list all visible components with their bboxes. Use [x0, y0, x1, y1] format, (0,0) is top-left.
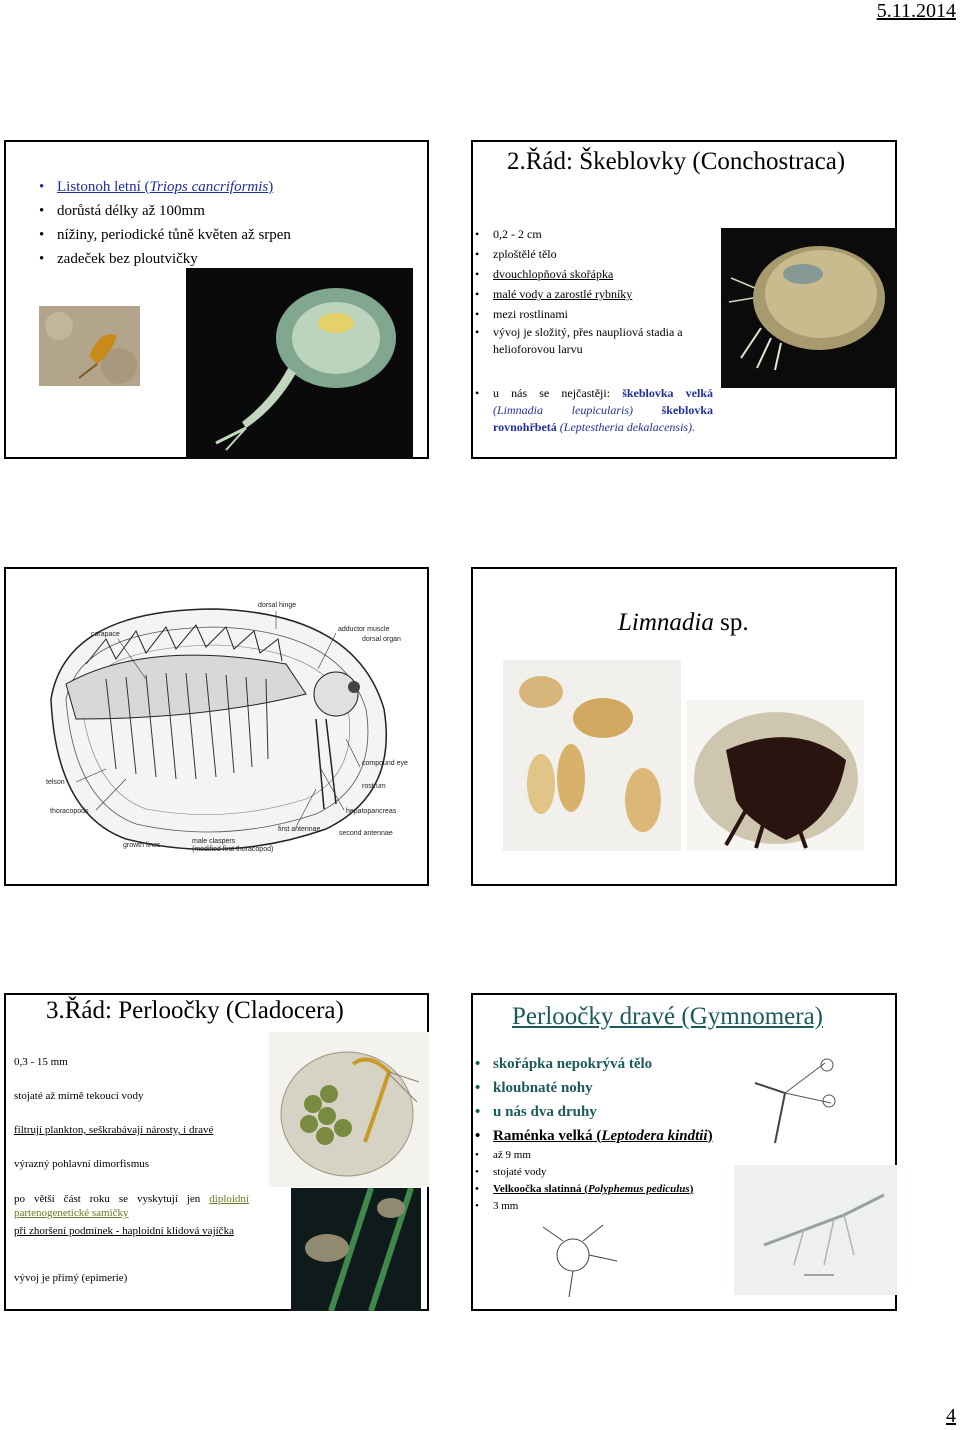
cladocera-feeding: filtrují plankton, seškrabávají nárosty, i dravé — [14, 1124, 214, 1136]
label-dorsal-organ: dorsal organ — [362, 636, 401, 643]
slide-gymnomera — [471, 993, 897, 1311]
label-growth-lines: growth lines — [123, 842, 161, 849]
slide-title: Limnadia sp. — [618, 609, 749, 636]
label-telson: telson — [46, 779, 65, 786]
cladocera-development: vývoj je přímý (epimerie) — [14, 1272, 128, 1284]
conchostraca-bullets — [475, 224, 715, 358]
leptodora-drawing — [745, 1053, 837, 1153]
cladocera-dimorphism: výrazný pohlavní dimorfismus — [14, 1158, 150, 1170]
gymnomera-details — [475, 1147, 755, 1215]
gymnomera-bullets — [475, 1052, 755, 1148]
label-adductor-muscle: adductor muscle — [338, 626, 390, 633]
list-item: • u nás se nejčastěji: škeblovka velká (Limnadia leupicularis) škeblovka rovnohřbetá (Leptestheria dekalacensis). — [475, 385, 713, 436]
list-item: • nížiny, periodické tůně květen až srpen — [39, 223, 419, 247]
label-male-claspers: male claspers — [192, 838, 236, 845]
label-carapace: carapace — [91, 631, 120, 638]
label-hepatopancreas: hepatopancreas — [346, 808, 397, 815]
cladocera-resting-eggs: při zhoršení podmínek - haploidní klidová vajíčka — [14, 1225, 234, 1237]
slide-title: Perloočky dravé (Gymnomera) — [512, 1003, 823, 1030]
slide-limnadia — [471, 567, 897, 886]
list-item: • vývoj je složitý, přes naupliová stadia a helioforovou larvu — [475, 324, 715, 358]
triops-small-photo — [39, 306, 140, 386]
label-dorsal-hinge: dorsal hinge — [258, 602, 297, 609]
list-item: • Velkoočka slatinná (Polyphemus pediculus) — [475, 1181, 755, 1198]
list-item: • dorůstá délky až 100mm — [39, 199, 419, 223]
polyphemus-drawing — [533, 1221, 623, 1301]
cladocera-habitat: stojaté až mírně tekoucí vody — [14, 1090, 144, 1102]
cladocera-size: 0,3 - 15 mm — [14, 1056, 68, 1068]
page-date: 5.11.2014 — [876, 0, 956, 22]
list-item: • až 9 mm — [475, 1147, 755, 1164]
list-item: • stojaté vody — [475, 1164, 755, 1181]
list-item: • skořápka nepokrývá tělo — [475, 1052, 755, 1076]
list-item: • zploštělé tělo — [475, 244, 715, 264]
list-item: • 3 mm — [475, 1198, 755, 1215]
triops-bullets — [39, 175, 419, 271]
triops-large-photo — [186, 268, 413, 459]
list-item: • kloubnaté nohy — [475, 1076, 755, 1100]
slide-title: 3.Řád: Perloočky (Cladocera) — [46, 997, 344, 1024]
slide-title: 2.Řád: Škeblovky (Conchostraca) — [507, 148, 846, 175]
list-item: • u nás dva druhy — [475, 1100, 755, 1124]
label-first-antennae: first antennae — [278, 826, 321, 833]
list-item: • mezi rostlinami — [475, 304, 715, 324]
slide-cladocera — [4, 993, 429, 1311]
label-compound-eye: compound eye — [362, 760, 408, 767]
list-item: • Raménka velká (Leptodera kindtii) — [475, 1124, 755, 1148]
limnadia-anatomy-diagram — [6, 569, 427, 884]
slide-conchostraca — [471, 140, 897, 459]
list-item: • Listonoh letní (Triops cancriformis) — [39, 175, 419, 199]
daphnia-photo — [269, 1032, 429, 1187]
leptodora-photo — [734, 1165, 897, 1295]
label-second-antennae: second antennae — [339, 830, 393, 837]
conchostraca-note — [475, 385, 713, 436]
list-item: • malé vody a zarostlé rybníky — [475, 284, 715, 304]
cladocera-stem-photo — [291, 1188, 421, 1311]
list-item: • 0,2 - 2 cm — [475, 224, 715, 244]
limnadia-photo-group — [503, 660, 681, 851]
cladocera-reproduction: po větší část roku se vyskytují jen diploidní partenogenetické samičky — [14, 1193, 249, 1219]
slide-anatomy-diagram — [4, 567, 429, 886]
limnadia-photo-large — [686, 700, 864, 851]
list-item: • dvouchlopňová skořápka — [475, 264, 715, 284]
conchostraca-photo — [721, 228, 897, 388]
list-item: • zadeček bez ploutvičky — [39, 247, 419, 271]
page-number: 4 — [946, 1405, 956, 1427]
slide-triops — [4, 140, 429, 459]
label-rostrum: rostrum — [362, 783, 386, 790]
label-thoracopods: thoracopods — [50, 808, 89, 815]
label-male-claspers-note: (modified first thoracopod) — [192, 846, 274, 853]
